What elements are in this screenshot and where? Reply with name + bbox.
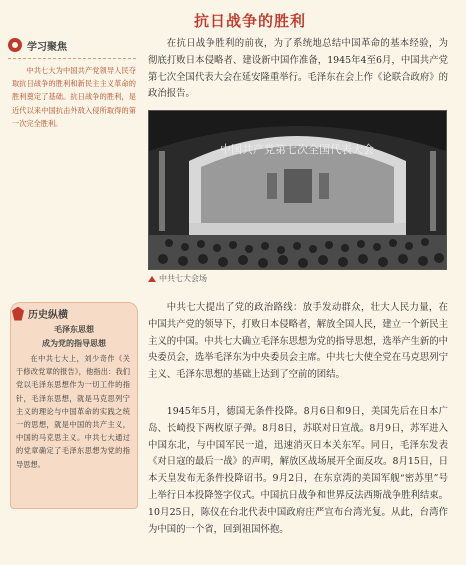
study-focus-text: 中共七大为中国共产党领导人民夺取抗日战争的胜利和新民主主义革命的胜利奠定了基础。抗日战争的胜利，是近代以来中国抗击外敌入侵所取得的第一次完全胜利。 [12, 66, 136, 128]
history-subtitle-line2: 成为党的指导思想 [42, 338, 106, 348]
page-title: 抗日战争的胜利 [193, 12, 306, 30]
photo-caption [148, 273, 207, 284]
target-icon [8, 38, 22, 52]
divider [8, 58, 136, 59]
paragraph-2: 1945年5月，德国无条件投降。8月6日和9日，美国先后在日本广岛、长崎投下两枚原子弹。8月8日，苏联对日宣战。8月9日，苏军进入中国东北，与中国军民一道，迅速消灭日本关东军。同日，毛泽东发表《对日寇的最后一战》的声明，解放区战场展开全面反攻。8月15日，日本天皇发布无条件投降诏书。9月2日，在东京湾的美国军舰“密苏里”号上举行日本投降签字仪式。中国抗日战争和世界反法西斯战争胜利结束。10月25日，陈仪在台北代表中国政府庄严宣布台湾光复。从此，台湾作为中国的一个省，回到祖国怀抱。 [148, 406, 449, 535]
photo-banner: 中国共产党第七次全国代表大会 [220, 143, 374, 156]
triangle-icon [148, 276, 156, 282]
intro-paragraph: 在抗日战争胜利的前夜，为了系统地总结中国革命的基本经验，为彻底打败日本侵略者、建设新中国作准备，1945年4至6月，中国共产党第七次全国代表大会在延安隆重举行。毛泽东在会上作《论联合政府》的政治报告。 [148, 38, 449, 100]
history-panel-label: 历史纵横 [28, 310, 68, 321]
study-focus-header [8, 36, 138, 54]
photo-caption-text: 中共七大会场 [159, 274, 207, 283]
history-panel-text: 在中共七大上，刘少奇作《关于修改党章的报告》，他指出：我们党以毛泽东思想作为一切工作的指针，毛泽东思想，就是马克思列宁主义的理论与中国革命的实践之统一的思想，就是中国的共产主义，中国的马克思主义。中共七大通过的党章确定了毛泽东思想为党的指导思想。 [16, 354, 130, 469]
sidebar [0, 0, 140, 565]
history-panel-header [12, 306, 68, 321]
history-subtitle-line1: 毛泽东思想 [54, 324, 94, 334]
scroll-icon [12, 307, 24, 321]
congress-photo-image [149, 111, 446, 269]
paragraph-1: 中共七大提出了党的政治路线：放手发动群众，壮大人民力量，在中国共产党的领导下，打败日本侵略者，解放全国人民，建立一个新民主主义的中国。中共七大确立毛泽东思想为党的指导思想，选举产生新的中央委员会，选举毛泽东为中央委员会主席。中共七大使全党在马克思列宁主义、毛泽东思想的基础上达到了空前的团结。 [148, 302, 449, 381]
study-focus-label: 学习聚焦 [27, 41, 67, 53]
congress-photo [148, 110, 447, 270]
